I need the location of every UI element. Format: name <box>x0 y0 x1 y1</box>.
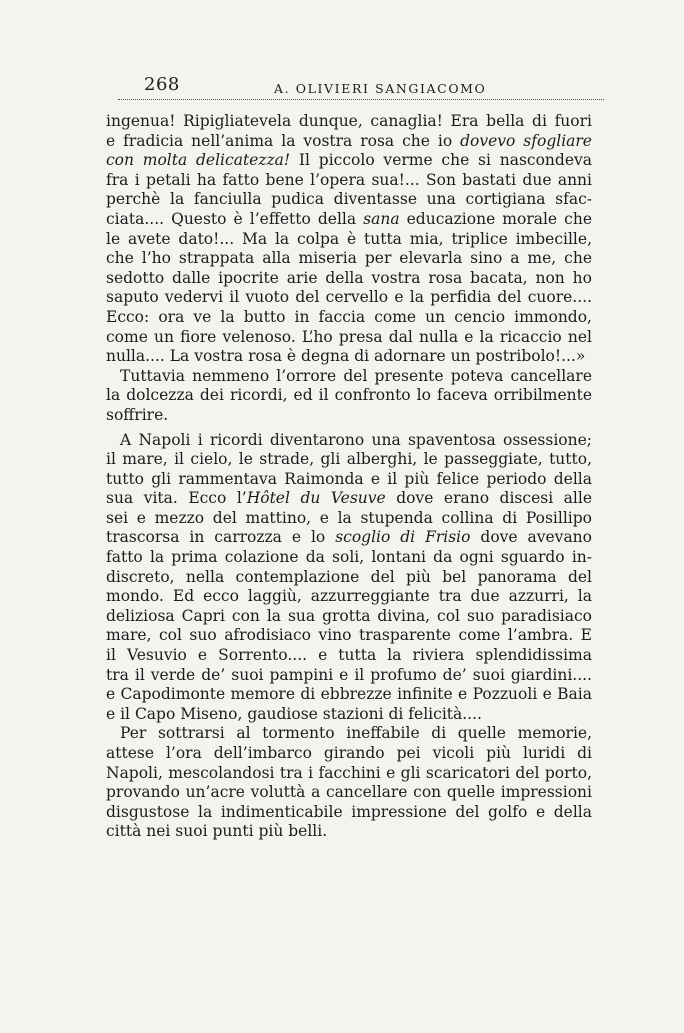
text-line: che l’ho strappata alla miseria per elevarla sino a me, che <box>106 249 592 268</box>
italic-run: scoglio di Frisio <box>335 528 471 547</box>
text-line: come un fiore velenoso. L’ho presa dal nulla e la ricaccio nel <box>106 327 592 346</box>
text-line: tra il verde de’ suoi pampini e il profumo de’ suoi giardini.... <box>106 665 592 684</box>
text-line: il mare, il cielo, le strade, gli alberghi, le passeggiate, tutto, <box>106 450 592 469</box>
text-line: fatto la prima colazione da soli, lontani da ogni sguardo in- <box>106 548 592 567</box>
italic-run: con molta delicatezza! <box>106 151 291 170</box>
text-line: soffrire. <box>106 405 169 424</box>
text-line: discreto, nella contemplazione del più bel panorama del <box>106 567 592 586</box>
text-line: perchè la fanciulla pudica diventasse una cortigiana sfac- <box>106 190 592 209</box>
text-line: la dolcezza dei ricordi, ed il confronto lo faceva orribilmente <box>106 386 592 405</box>
text-line: Per sottrarsi al tormento ineffabile di quelle memorie, <box>120 724 592 743</box>
text-line: disgustose la indimenticabile impressione del golfo e della <box>106 802 592 821</box>
text-run: Il piccolo verme che si nascondeva <box>290 151 592 170</box>
text-line <box>106 210 592 230</box>
text-run: dove erano discesi alle <box>385 489 592 508</box>
text-line: il Vesuvio e Sorrento.... e tutta la riviera splendidissima <box>106 646 592 665</box>
text-line <box>106 151 592 171</box>
text-run: ciata.... Questo è l’effetto della <box>106 209 364 228</box>
running-head: A. OLIVIERI SANGIACOMO <box>274 81 487 96</box>
text-line: mondo. Ed ecco laggiù, azzurreggiante tra due azzurri, la <box>106 587 592 606</box>
text-line: tutto gli rammentava Raimonda e il più felice periodo della <box>106 469 592 488</box>
italic-run: dovevo sfogliare <box>460 131 592 150</box>
text-run: sua vita. Ecco l’ <box>106 489 247 508</box>
text-line: Tuttavia nemmeno l’orrore del presente poteva cancellare <box>120 366 592 385</box>
text-line <box>106 132 592 152</box>
page-header <box>118 70 604 106</box>
text-line: e il Capo Miseno, gaudiose stazioni di felicità.... <box>106 704 482 723</box>
text-line <box>106 528 592 548</box>
text-run: educazione morale che <box>399 209 592 228</box>
text-line: Napoli, mescolandosi tra i facchini e gli scaricatori del porto, <box>106 763 592 782</box>
text-line: città nei suoi punti più belli. <box>106 822 328 841</box>
text-line: le avete dato!... Ma la colpa è tutta mia, triplice imbecille, <box>106 229 592 248</box>
text-line: sei e mezzo del mattino, e la stupenda collina di Posillipo <box>106 508 592 527</box>
text-line: nulla.... La vostra rosa è degna di adornare un postribolo!...» <box>106 347 586 366</box>
text-line: provando un’acre voluttà a cancellare con quelle impressioni <box>106 783 592 802</box>
header-rule <box>118 99 604 100</box>
body-text <box>106 112 592 842</box>
text-line: mare, col suo afrodisiaco vino trasparente come l’ambra. E <box>106 626 592 645</box>
text-line: deliziosa Capri con la sua grotta divina, col suo paradisiaco <box>106 606 592 625</box>
italic-run: Hôtel du Vesuve <box>246 489 386 508</box>
text-run: e fradicia nell’anima la vostra rosa che io <box>106 131 461 150</box>
italic-run: sana <box>363 209 400 228</box>
text-line: saputo vedervi il vuoto del cervello e la perfidia del cuore.... <box>106 288 592 307</box>
text-line: ingenua! Ripigliatevela dunque, canaglia! Era bella di fuori <box>106 112 592 130</box>
text-line <box>106 489 592 509</box>
text-line: e Capodimonte memore di ebbrezze infinite e Pozzuoli e Baia <box>106 685 592 704</box>
text-line: A Napoli i ricordi diventarono una spaventosa ossessione; <box>120 430 592 449</box>
page-number: 268 <box>144 74 180 95</box>
text-run: dove avevano <box>470 528 592 547</box>
text-line: fra i petali ha fatto bene l’opera sua!... Son bastati due anni <box>106 170 592 189</box>
text-line: attese l’ora dell’imbarco girando pei vicoli più luridi di <box>106 744 592 762</box>
text-run: trascorsa in carrozza e lo <box>106 528 336 547</box>
text-line: sedotto dalle ipocrite arie della vostra rosa bacata, non ho <box>106 268 592 287</box>
text-line: Ecco: ora ve la butto in faccia come un cencio immondo, <box>106 307 592 326</box>
